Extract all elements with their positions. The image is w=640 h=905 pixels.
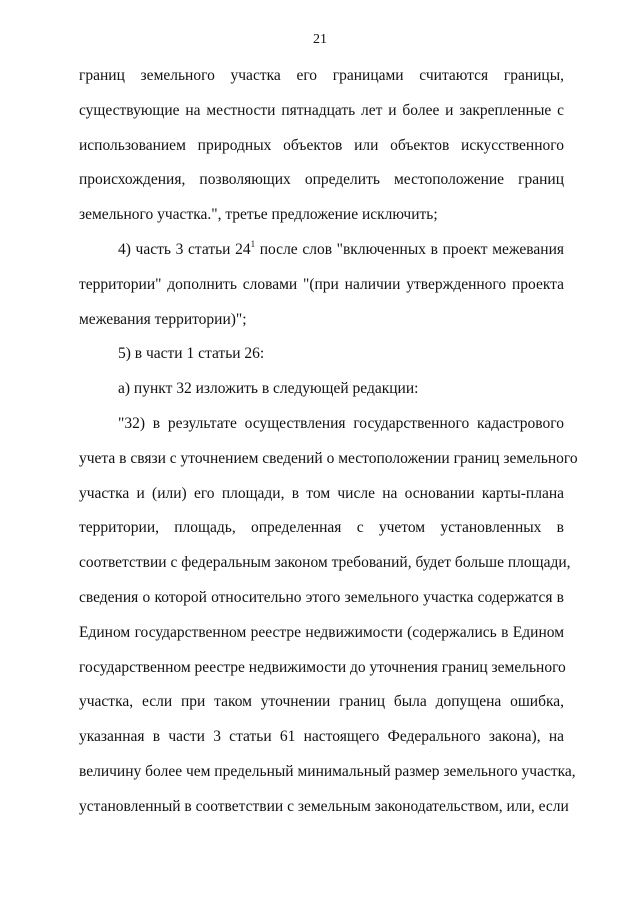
document-body [79, 59, 578, 825]
text-line [79, 59, 564, 94]
text-line [79, 198, 564, 233]
line-text: участка, если при таком уточнении границ была допущена ошибка, [79, 693, 564, 711]
line-text: сведения о которой относительно этого земельного участка содержатся в [79, 588, 564, 606]
text-line [79, 477, 564, 512]
text-line [79, 303, 564, 338]
line-text: территории, площадь, определенная с учетом установленных в [79, 519, 564, 537]
text-line [79, 407, 564, 442]
line-text: использованием природных объектов или объектов искусственного [79, 136, 564, 154]
line-text: территории" дополнить словами "(при наличии утвержденного проекта [79, 275, 564, 293]
line-text: соответствии с федеральным законом требований, будет больше площади, [79, 554, 571, 572]
text-line [79, 129, 564, 164]
text-line [79, 442, 578, 477]
line-text: указанная в части 3 статьи 61 настоящего Федерального закона), на [79, 728, 564, 746]
text-line [79, 511, 564, 546]
line-text: существующие на местности пятнадцать лет и более и закрепленные с [79, 101, 564, 119]
text-line [79, 372, 564, 407]
line-text: а) пункт 32 изложить в следующей редакции: [118, 380, 419, 398]
line-text: величину более чем предельный минимальный размер земельного участка, [79, 762, 576, 780]
text-line [79, 720, 564, 755]
text-line [79, 94, 564, 129]
text-line [79, 546, 571, 581]
text-line [79, 581, 564, 616]
line-text-after: после слов "включенных в проект межевания [255, 240, 564, 258]
text-line [79, 685, 564, 720]
text-line [79, 233, 564, 268]
line-text: межевания территории)"; [79, 310, 247, 328]
line-text: участка и (или) его площади, в том числе на основании карты-плана [79, 484, 564, 502]
line-text: границ земельного участка его границами считаются границы, [79, 67, 564, 84]
line-text: 4) часть 3 статьи 24 [118, 240, 251, 258]
line-text: государственном реестре недвижимости до уточнения границ земельного [79, 658, 566, 676]
text-line [79, 616, 564, 651]
line-text: "32) в результате осуществления государственного кадастрового [118, 414, 564, 432]
text-line [79, 337, 564, 372]
superscript: 1 [250, 238, 256, 249]
text-line [79, 790, 569, 825]
line-text: 5) в части 1 статьи 26: [118, 345, 265, 363]
page-number: 21 [313, 32, 327, 47]
line-text: Едином государственном реестре недвижимости (содержались в Едином [79, 623, 564, 641]
text-line [79, 268, 564, 303]
text-line [79, 651, 564, 686]
line-text: происхождения, позволяющих определить местоположение границ [79, 171, 564, 189]
text-line [79, 755, 576, 790]
line-text: земельного участка.", третье предложение исключить; [79, 206, 438, 224]
text-line [79, 163, 564, 198]
line-text: установленный в соответствии с земельным законодательством, или, если [79, 797, 569, 815]
line-text: учета в связи с уточнением сведений о местоположении границ земельного [79, 449, 578, 467]
